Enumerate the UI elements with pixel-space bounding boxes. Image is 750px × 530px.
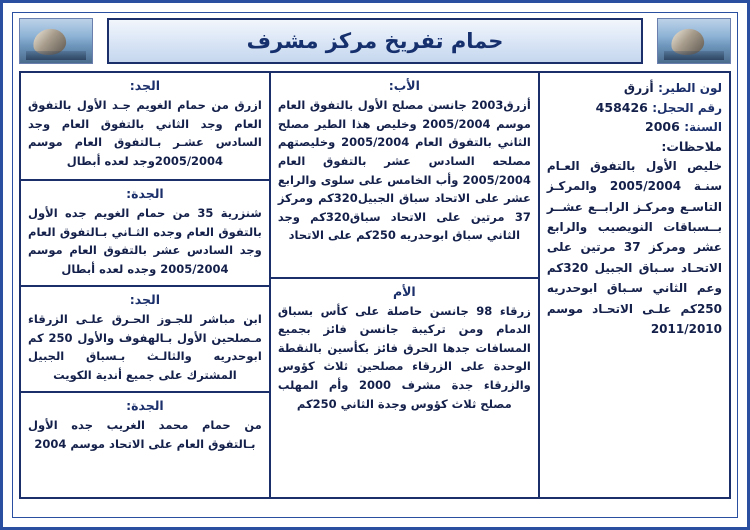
grandfather-paternal-cell xyxy=(21,73,269,179)
grandmother-maternal-cell xyxy=(21,391,269,497)
father-text: أزرق2003 جانسن مصلح الأول بالتفوق العام موسم 2005/2004 وخليص هذا الطير مصلح الثاني بالتفوق العام 2005/2004 وخليصتهم مصلحه السادس عشر بالتفوق العام 2005/2004 وأب الخامس على سلوى والرابع عشر على الاتحاد سباق الجبيل320كم ومركز 37 مرتين على الاتحاد سباق320كم وجد الثاني سباق ابوحدريه 250كم على الاتحاد xyxy=(277,98,531,243)
pigeon-photo-left xyxy=(19,18,93,64)
parents-column xyxy=(269,73,538,497)
document-header xyxy=(19,17,731,65)
color-label: لون الطير: xyxy=(658,81,722,95)
ring-label: رقم الحجل: xyxy=(652,100,722,115)
grandparents-column xyxy=(21,73,269,497)
grandfather-paternal-label: الجد: xyxy=(129,78,161,93)
color-value: أزرق xyxy=(623,80,654,95)
bird-info-cell xyxy=(540,73,729,497)
grandmother-maternal-label: الجدة: xyxy=(126,398,164,413)
pigeon-photo-right xyxy=(657,18,731,64)
notes-label: ملاحظات: xyxy=(661,138,722,154)
page-title: حمام تفريخ مركز مشرف xyxy=(246,29,504,53)
father-label: الأب: xyxy=(388,78,420,93)
grandfather-maternal-cell xyxy=(21,285,269,391)
year-line xyxy=(547,117,722,137)
grandmother-paternal-text: شنزرية 35 من حمام الغويم جده الأول بالتفوق العام وجده الثـاني بـالتفوق العام وجد السادس عشر بالتفوق العام موسم 2005/2004 وجده لعده أبطال xyxy=(28,206,262,276)
grandfather-paternal-text: ازرق من حمام الغويم جـد الأول بالتفوق العام وجد الثاني بالتفوق العام وجد السادس عشـر بـالتفوق العام موسم 2005/2004وجد لعده أبطال xyxy=(28,98,262,168)
pedigree-table xyxy=(19,71,731,499)
ring-value: 458426 xyxy=(595,99,648,115)
mother-text: زرقاء 98 جانسن حاصلة على كأس بسباق الدمام ومن تركيبة جانسن فائز بجميع المسافات جدها الحرق فائز بكأسين بالنقطة الوحدة على الزرقاء مصلحين ثلاث كؤوس والزرقاء جدة مشرف 2000 وأم المهلب مصلح ثلاث كؤوس وجدة الثاني 250كم xyxy=(277,303,531,411)
mother-label: الأم xyxy=(392,283,416,299)
grandmother-paternal-cell xyxy=(21,179,269,285)
year-value: 2006 xyxy=(645,119,680,135)
grandfather-maternal-text: ابن مباشر للجـوز الحـرق علـى الزرقاء مـصلحين الأول بـالهفوف والأول 250 كم ابوحدريه والثالـث بـسباق الجبيل المشترك على جميع أندية الكويت xyxy=(28,312,262,382)
color-line xyxy=(547,78,722,98)
bird-info-column xyxy=(538,73,729,497)
title-box xyxy=(107,18,643,64)
father-cell xyxy=(271,73,538,277)
grandmother-paternal-label: الجدة: xyxy=(126,186,164,201)
mother-cell xyxy=(271,277,538,497)
grandfather-maternal-label: الجد: xyxy=(129,292,161,307)
grandmother-maternal-text: من حمام محمد الغريب جده الأول بـالتفوق العام على الاتحاد موسم 2004 xyxy=(28,418,262,451)
year-label: السنة: xyxy=(684,120,722,135)
notes-text: خليص الأول بالتفوق العـام سنـة 2005/2004 والمركـز التاسـع ومركـز الرابــع عشــر بــسباقات النويصيب والرابع عشر ومركز 37 مرتين على الاتحـاد سـباق الجبيل 320كم وعم الثاني سـباق ابوحدريه 250كم علـى الاتحـاد موسم 2011/2010 xyxy=(546,158,722,336)
ring-line xyxy=(547,98,722,118)
